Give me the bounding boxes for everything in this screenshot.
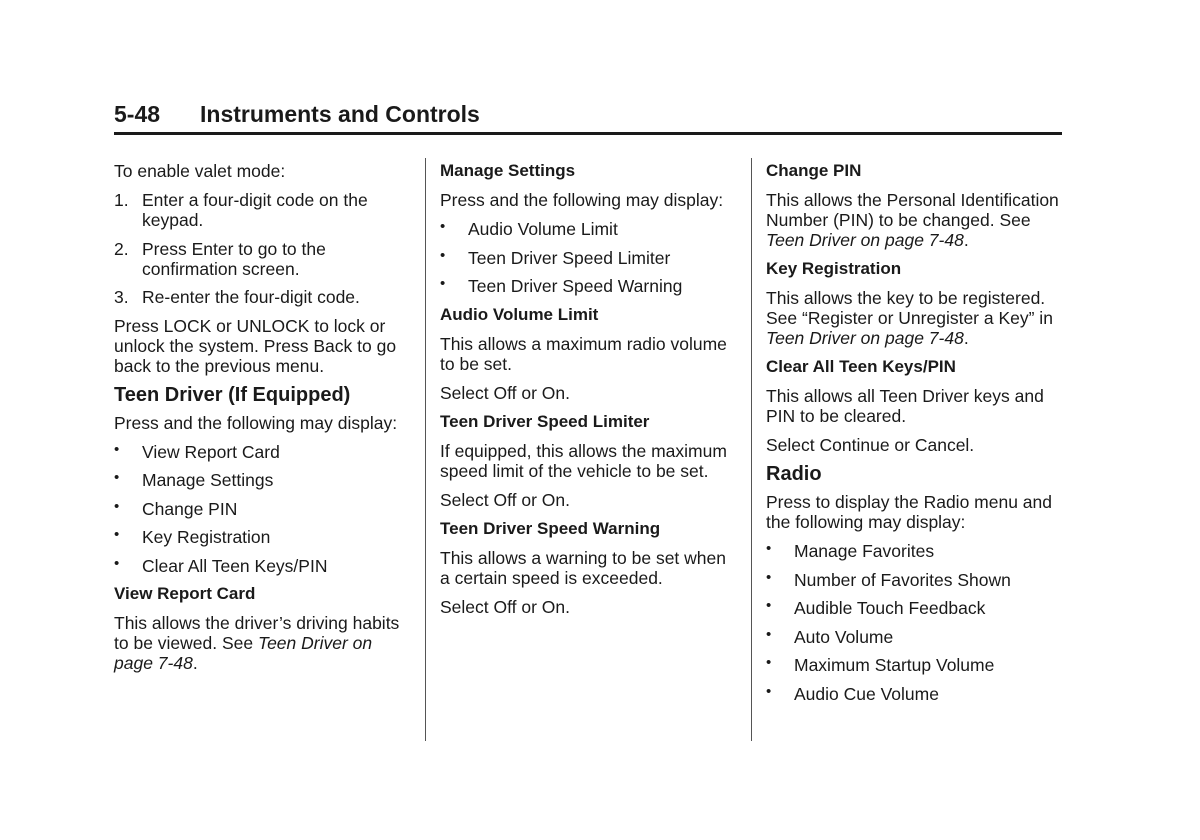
valet-intro: To enable valet mode: <box>114 161 286 181</box>
list-item: 3. Re-enter the four-digit code. <box>114 287 360 307</box>
column-right <box>766 161 1062 712</box>
column-divider <box>425 158 426 741</box>
cross-reference: Teen Driver on page 7-48 <box>114 633 373 673</box>
section-heading: Teen Driver (If Equipped) <box>114 383 351 406</box>
list-item: • Audio Cue Volume <box>766 682 939 704</box>
section-heading: Radio <box>766 463 822 485</box>
warning-text: This allows a warning to be set when a certain speed is exceeded. <box>440 547 726 588</box>
radio-intro: Press to display the Radio menu and the following may display: <box>766 492 1052 532</box>
teen-intro: Press and the following may display: <box>114 412 398 433</box>
subheading: Clear All Teen Keys/PIN <box>766 357 956 376</box>
list-item: • Auto Volume <box>766 625 894 647</box>
bullet-icon: • <box>114 497 120 515</box>
audio-text: This allows a maximum radio volume to be set. <box>440 333 727 374</box>
key-text: This allows the key to be registered. See “Register or Unregister a Key” in Teen Driver on page 7-48. <box>766 288 1053 348</box>
bullet-icon: • <box>440 275 446 292</box>
report-text: This allows the driver’s driving habits to be viewed. See Teen Driver on page 7-48. <box>114 613 400 673</box>
manage-intro: Press and the following may display: <box>440 190 724 210</box>
list-item: 1. Enter a four-digit code on the keypad. <box>114 190 368 230</box>
list-item: • Manage Favorites <box>766 540 935 561</box>
chapter-title: Instruments and Controls <box>200 101 480 127</box>
bullet-icon: • <box>114 469 120 486</box>
list-item: • Key Registration <box>114 526 271 547</box>
subheading: Audio Volume Limit <box>440 304 599 324</box>
subheading: Teen Driver Speed Limiter <box>440 411 650 431</box>
bullet-icon: • <box>440 218 446 235</box>
list-item: • View Report Card <box>114 440 280 462</box>
limiter-text: If equipped, this allows the maximum speed limit of the vehicle to be set. <box>440 440 727 481</box>
clear-text: This allows all Teen Driver keys and PIN to be cleared. <box>766 386 1044 426</box>
bullet-icon: • <box>766 540 772 557</box>
list-item: • Maximum Startup Volume <box>766 654 995 675</box>
list-item: 2. Press Enter to go to the confirmation screen. <box>114 238 326 279</box>
bullet-icon: • <box>766 568 772 586</box>
list-item: • Audio Volume Limit <box>440 218 618 239</box>
subheading: Key Registration <box>766 259 902 278</box>
bullet-icon: • <box>114 554 120 572</box>
column-middle <box>440 161 735 626</box>
subheading: View Report Card <box>114 584 256 603</box>
bullet-icon: • <box>766 597 772 614</box>
list-item: • Number of Favorites Shown <box>766 568 1011 590</box>
bullet-icon: • <box>766 625 772 643</box>
limiter-select: Select Off or On. <box>440 489 571 510</box>
list-item: • Teen Driver Speed Limiter <box>440 246 671 268</box>
lock-text: Press LOCK or UNLOCK to lock or unlock the system. Press Back to go back to the previous menu. <box>114 315 397 376</box>
bullet-icon: • <box>114 440 120 458</box>
bullet-icon: • <box>766 682 772 700</box>
subheading: Manage Settings <box>440 161 576 180</box>
cross-reference: Teen Driver on page 7-48 <box>766 328 964 348</box>
list-item: • Teen Driver Speed Warning <box>440 275 683 296</box>
subheading: Teen Driver Speed Warning <box>440 518 661 538</box>
list-item: • Manage Settings <box>114 469 274 490</box>
column-divider <box>751 158 752 741</box>
bullet-icon: • <box>114 526 120 543</box>
page-header <box>114 99 1062 135</box>
cross-reference: Teen Driver on page 7-48 <box>766 230 964 250</box>
page-number: 5-48 <box>114 101 161 127</box>
column-left <box>114 161 414 682</box>
list-item: • Change PIN <box>114 497 238 519</box>
list-item: • Clear All Teen Keys/PIN <box>114 554 328 576</box>
clear-select: Select Continue or Cancel. <box>766 435 975 455</box>
subheading: Change PIN <box>766 161 862 180</box>
list-item: • Audible Touch Feedback <box>766 597 986 618</box>
bullet-icon: • <box>440 246 446 264</box>
audio-select: Select Off or On. <box>440 382 571 403</box>
pin-text: This allows the Personal Identification Number (PIN) to be changed. See Teen Driver on page 7-48. <box>766 190 1059 250</box>
warning-select: Select Off or On. <box>440 596 571 617</box>
bullet-icon: • <box>766 654 772 671</box>
